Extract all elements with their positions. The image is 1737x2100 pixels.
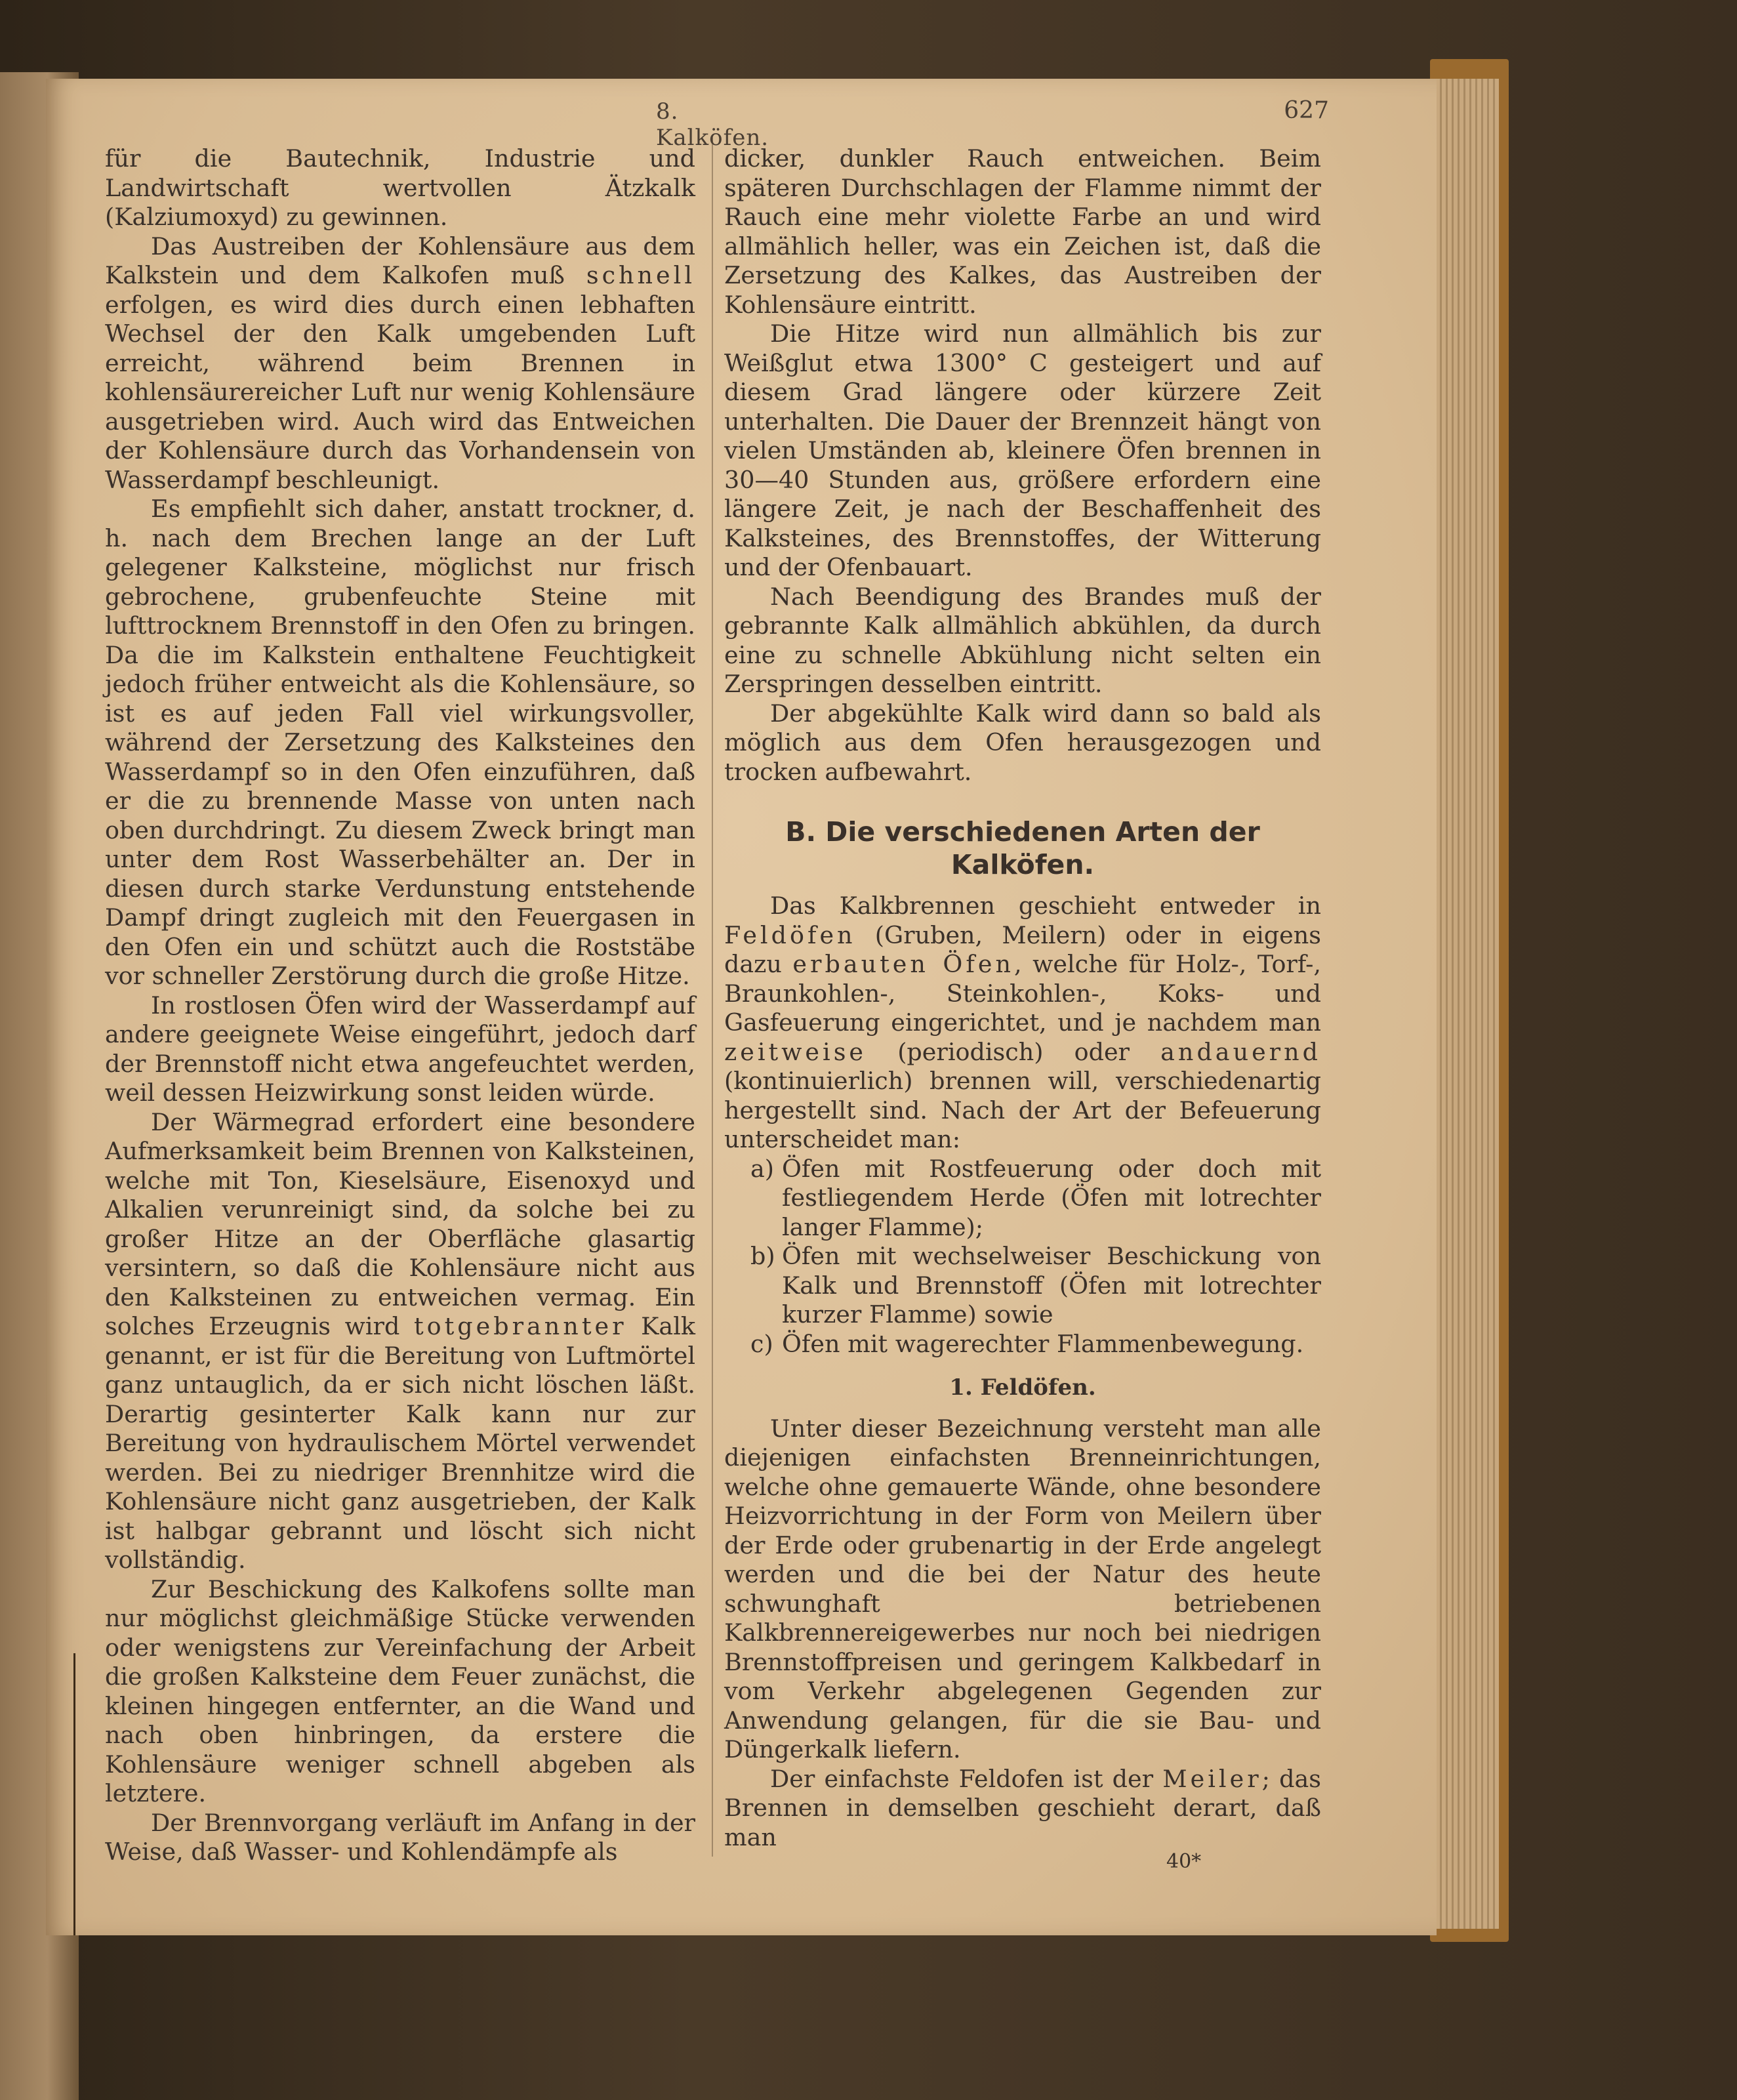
paragraph: Unter dieser Bezeichnung versteht man alle diejenigen einfachsten Brenneinrichtungen, welche ohne gemauerte Wände, ohne besondere Heizvorrichtung in der Form von Meilern über der Erde oder grubenartig in der Erde angelegt werden und die bei der Natur des heute schwunghaft betriebenen Kalkbrennereigewerbes nur noch bei niedrigen Brennstoffpreisen und geringem Kalkbedarf in vom Verkehr abgelegenen Gegenden zur Anwendung gelangen, für die sie Bau- und Düngerkalk liefern. — [724, 1414, 1321, 1763]
list-marker: a) — [750, 1154, 775, 1183]
text-run: (Gruben, Meilern) oder in eigens dazu — [724, 920, 1321, 978]
text-run: Das Kalkbrennen geschieht entweder in — [770, 892, 1321, 920]
paragraph — [105, 1108, 695, 1575]
text-run: Das Austreiben der Kohlensäure aus dem Kalkstein und dem Kalkofen muß — [105, 232, 695, 289]
sub-heading: 1. Feldöfen. — [949, 1374, 1096, 1401]
right-column — [724, 144, 1321, 1852]
text-run: Der Wärmegrad erfordert eine besondere Aufmerksamkeit beim Brennen von Kalksteinen, welche mit Ton, Kieselsäure, Eisenoxyd und Alkalien verunreinigt sind, da solche bei zu großer Hitze an der Oberfläche glasartig versintern, so daß die Kohlensäure nicht aus den Kalksteinen zu entweichen vermag. Ein solches Erzeugnis wird — [105, 1107, 695, 1340]
spaced-text: andauernd — [1160, 1037, 1321, 1066]
paragraph: Es empfiehlt sich daher, anstatt trockner, d. h. nach dem Brechen lange an der Luft gelegener Kalksteine, möglichst nur frisch gebrochene, grubenfeuchte Steine mit lufttrocknem Brennstoff in den Ofen zu bringen. Da die im Kalkstein enthaltene Feuchtigkeit jedoch früher entweicht als die Kohlensäure, so ist es auf jeden Fall viel wirkungsvoller, während der Zersetzung des Kalksteines den Wasserdampf so in den Ofen einzuführen, daß er die zu brennende Masse von unten nach oben durchdringt. Zu diesem Zweck bringt man unter dem Rost Wasserbehälter an. Der in diesen durch starke Verdunstung entstehende Dampf dringt zugleich mit den Feuergasen in den Ofen ein und schützt auch die Roststäbe vor schneller Zerstörung durch die große Hitze. — [105, 495, 695, 990]
text-run: (periodisch) oder — [867, 1037, 1161, 1066]
signature-mark: 40* — [1166, 1850, 1202, 1873]
list-item — [724, 1330, 1321, 1359]
list-item — [724, 1242, 1321, 1330]
spaced-text: Meiler — [1162, 1764, 1262, 1793]
paragraph — [105, 232, 695, 495]
text-run: (kontinuierlich) brennen will, verschiedenartig hergestellt sind. Nach der Art der Befeuerung unterscheidet man: — [724, 1067, 1321, 1153]
text-run: Kalk genannt, er ist für die Bereitung von Luftmörtel ganz untauglich, da er sich nicht löschen läßt. Derartig gesinterter Kalk kann nur zur Bereitung von hydraulischem Mörtel verwendet werden. Bei zu niedriger Brennhitze wird die Kohlensäure nicht ganz ausgetrieben, der Kalk ist halbgar gebrannt und löscht sich nicht vollständig. — [105, 1312, 695, 1574]
paragraph: Zur Beschickung des Kalkofens sollte man nur möglichst gleichmäßige Stücke verwenden oder wenigstens zur Vereinfachung der Arbeit die großen Kalksteine dem Feuer zunächst, die kleinen hingegen entfernter, an die Wand und nach oben hinbringen, da erstere die Kohlensäure weniger schnell abgeben als letztere. — [105, 1575, 695, 1807]
page-number: 627 — [1284, 97, 1329, 124]
paragraph — [724, 892, 1321, 1155]
section-heading: B. Die verschiedenen Arten der Kalköfen. — [785, 816, 1260, 880]
list-text: Öfen mit wagerechter Flammenbewegung. — [782, 1329, 1304, 1358]
paragraph: Nach Beendigung des Brandes muß der gebrannte Kalk allmählich abkühlen, da durch eine zu schnelle Abkühlung nicht selten ein Zerspringen desselben eintritt. — [724, 582, 1321, 698]
spaced-text: totgebrannter — [413, 1312, 627, 1340]
text-run: , welche für Holz-, Torf-, Braunkohlen-, Steinkohlen-, Koks- und Gasfeuerung eingerichtet, und je nachdem man — [724, 950, 1322, 1037]
list-marker: b) — [750, 1242, 775, 1270]
spaced-text: zeitweise — [724, 1037, 867, 1066]
list-marker: c) — [750, 1329, 773, 1358]
paragraph: für die Bautechnik, Industrie und Landwirtschaft wertvollen Ätzkalk (Kalziumoxyd) zu gewinnen. — [105, 144, 695, 231]
column-rule — [712, 138, 713, 1857]
left-column — [105, 144, 695, 1867]
list-text: Öfen mit wechselweiser Beschickung von Kalk und Brennstoff (Öfen mit lotrechter kurzer Flamme) sowie — [782, 1242, 1321, 1328]
paragraph: Der abgekühlte Kalk wird dann so bald als möglich aus dem Ofen herausgezogen und trocken aufbewahrt. — [724, 699, 1321, 786]
spaced-text: Feldöfen — [724, 920, 856, 949]
text-run: Der einfachste Feldofen ist der — [770, 1764, 1163, 1793]
spaced-text: erbauten Öfen — [792, 950, 1014, 978]
text-run: erfolgen, es wird dies durch einen lebhaften Wechsel der den Kalk umgebenden Luft erreicht, während beim Brennen in kohlensäurereicher Luft nur wenig Kohlensäure ausgetrieben wird. Auch wird das Entweichen der Kohlensäure durch das Vorhandensein von Wasserdampf beschleunigt. — [105, 290, 695, 494]
paragraph: Der Brennvorgang verläuft im Anfang in der Weise, daß Wasser- und Kohlendämpfe als — [105, 1808, 695, 1866]
page-edges — [1430, 79, 1499, 1929]
paragraph — [724, 1765, 1321, 1853]
paragraph: Die Hitze wird nun allmählich bis zur Weißglut etwa 1300° C gesteigert und auf diesem Grad längere oder kürzere Zeit unterhalten. Die Dauer der Brennzeit hängt von vielen Umständen ab, kleinere Öfen brennen in 30—40 Stunden aus, größere erfordern eine längere Zeit, je nach der Beschaffenheit des Kalksteines, des Brennstoffes, der Witterung und der Ofenbauart. — [724, 319, 1321, 581]
list-item — [724, 1155, 1321, 1243]
text-run: ; das Brennen in demselben geschieht derart, daß man — [724, 1764, 1321, 1851]
list-text: Öfen mit Rostfeuerung oder doch mit festliegendem Herde (Öfen mit lotrechter langer Flamme); — [782, 1154, 1321, 1241]
paragraph: dicker, dunkler Rauch entweichen. Beim späteren Durchschlagen der Flamme nimmt der Rauch eine mehr violette Farbe an und wird allmählich heller, was ein Zeichen ist, daß die Zersetzung des Kalkes, das Austreiben der Kohlensäure eintritt. — [724, 144, 1321, 319]
gutter-line — [73, 1653, 75, 1935]
paragraph: In rostlosen Öfen wird der Wasserdampf auf andere geeignete Weise eingeführt, jedoch darf der Brennstoff nicht etwa angefeuchtet werden, weil dessen Heizwirkung sonst leiden würde. — [105, 991, 695, 1107]
running-head: 8. Kalköfen. — [656, 98, 769, 151]
spaced-text: schnell — [586, 261, 695, 289]
